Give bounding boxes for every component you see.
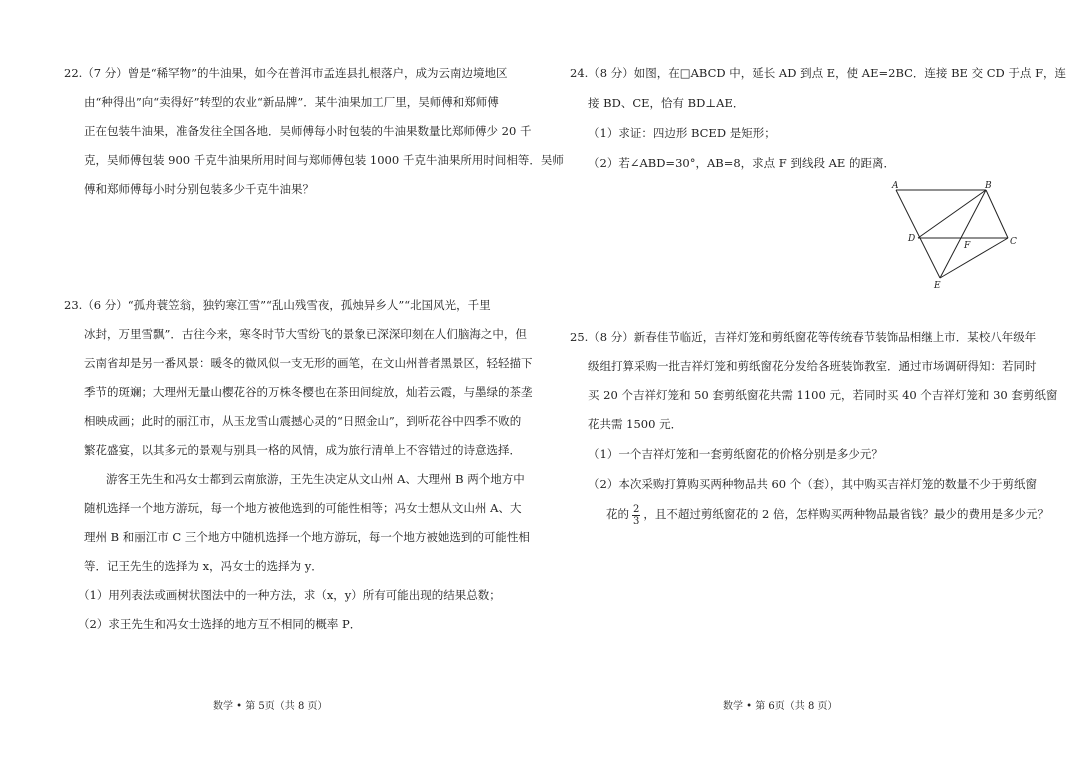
- q25-line-4: 花共需 1500 元．: [588, 417, 683, 431]
- q24-line-1: 24.（8 分）如图，在□ABCD 中，延长 AD 到点 E，使 AE=2BC．连接 BE 交 CD 于点 F，连: [570, 66, 1067, 80]
- q23-line-6: 繁花盛宴，以其多元的景观与别具一格的风情，成为旅行清单上不容错过的诗意选择．: [84, 443, 521, 457]
- q24-line-2: 接 BD、CE，恰有 BD⊥AE．: [588, 96, 745, 110]
- q23-part-2: （2）求王先生和冯女士选择的地方互不相同的概率 P．: [78, 617, 362, 631]
- q23-part-1: （1）用列表法或画树状图法中的一种方法，求（x，y）所有可能出现的结果总数；: [78, 588, 501, 602]
- page-footer-left: 数学 • 第 5页（共 8 页）: [213, 701, 328, 712]
- page-footer-right: 数学 • 第 6页（共 8 页）: [723, 701, 838, 712]
- q24-part-2: （2）若∠ABD=30°，AB=8，求点 F 到线段 AE 的距离．: [588, 156, 895, 170]
- segment-BC: [986, 190, 1008, 238]
- q23-line-5: 相映成画；此时的丽江市，从玉龙雪山震撼心灵的“日照金山”，到听花谷中四季不败的: [84, 414, 522, 428]
- fraction-numerator: 2: [633, 503, 640, 515]
- q25-part-1: （1）一个吉祥灯笼和一套剪纸窗花的价格分别是多少元？: [588, 447, 883, 461]
- q25-line-1: 25.（8 分）新春佳节临近，吉祥灯笼和剪纸窗花等传统春节装饰品相继上市．某校八年级年: [570, 330, 1037, 344]
- q23-line-2: 冰封，万里雪飘”．古往今来，寒冬时节大雪纷飞的景象已深深印刻在人们脑海之中，但: [84, 327, 527, 341]
- q25-part-2: （2）本次采购打算购买两种物品共 60 个（套），其中购买吉祥灯笼的数量不少于剪纸窗: [588, 477, 1038, 491]
- q23-line-10: 等．记王先生的选择为 x，冯女士的选择为 y．: [84, 559, 323, 573]
- label-C: C: [1010, 237, 1017, 247]
- q24-part-1: （1）求证：四边形 BCED 是矩形；: [588, 126, 776, 140]
- q25-last-suffix: ，且不超过剪纸窗花的 2 倍，怎样购买两种物品最省钱？最少的费用是多少元？: [643, 507, 1049, 521]
- q23-line-7: 游客王先生和冯女士都到云南旅游，王先生决定从文山州 A、大理州 B 两个地方中: [106, 472, 525, 486]
- q23-line-9: 理州 B 和丽江市 C 三个地方中随机选择一个地方游玩，每一个地方被她选到的可能性相: [84, 530, 530, 544]
- q22-line-3: 正在包装牛油果，准备发往全国各地．吴师傅每小时包装的牛油果数量比郑师傅少 20 千: [84, 124, 532, 138]
- fraction-two-thirds: [632, 504, 640, 527]
- q25-line-3: 买 20 个吉祥灯笼和 50 套剪纸窗花共需 1100 元，若同时买 40 个吉祥灯笼和 30 套剪纸窗: [588, 388, 1058, 402]
- q25-line-2: 级组打算采购一批吉祥灯笼和剪纸窗花分发给各班装饰教室．通过市场调研得知：若同时: [588, 359, 1037, 373]
- label-F: F: [964, 241, 971, 251]
- label-D: D: [908, 234, 916, 244]
- q22-line-2: 由“种得出”向“卖得好”转型的农业“新品牌”．某牛油果加工厂里，吴师傅和郑师傅: [84, 95, 499, 109]
- q23-line-1: 23.（6 分）“孤舟蓑笠翁，独钓寒江雪”“乱山残雪夜，孤烛异乡人”“北国风光，千里: [64, 298, 491, 312]
- segment-BD: [918, 190, 986, 238]
- q22-line-4: 克，吴师傅包装 900 千克牛油果所用时间与郑师傅包装 1000 千克牛油果所用时间相等．吴师: [84, 153, 564, 167]
- q24-geometry-figure: [882, 178, 1022, 290]
- label-A: A: [892, 181, 899, 191]
- label-B: B: [985, 181, 992, 191]
- q22-line-5: 傅和郑师傅每小时分别包装多少千克牛油果？: [84, 182, 314, 196]
- fraction-denominator: 3: [633, 515, 640, 527]
- q23-line-8: 随机选择一个地方游玩，每一个地方被他选到的可能性相等；冯女士想从文山州 A、大: [84, 501, 522, 515]
- segment-AE: [896, 190, 940, 278]
- q23-line-4: 季节的斑斓；大理州无量山樱花谷的万株冬樱也在茶田间绽放，灿若云霞，与墨绿的茶垄: [84, 385, 533, 399]
- q25-last-prefix: 花的: [606, 507, 629, 521]
- q25-part-2-cont: [606, 502, 1049, 527]
- q22-line-1: 22.（7 分）曾是“稀罕物”的牛油果，如今在普洱市孟连县扎根落户，成为云南边境地区: [64, 66, 508, 80]
- label-E: E: [934, 281, 941, 290]
- q23-line-3: 云南省却是另一番风景：暖冬的微风似一支无形的画笔，在文山州普者黑景区，轻轻描下: [84, 356, 533, 370]
